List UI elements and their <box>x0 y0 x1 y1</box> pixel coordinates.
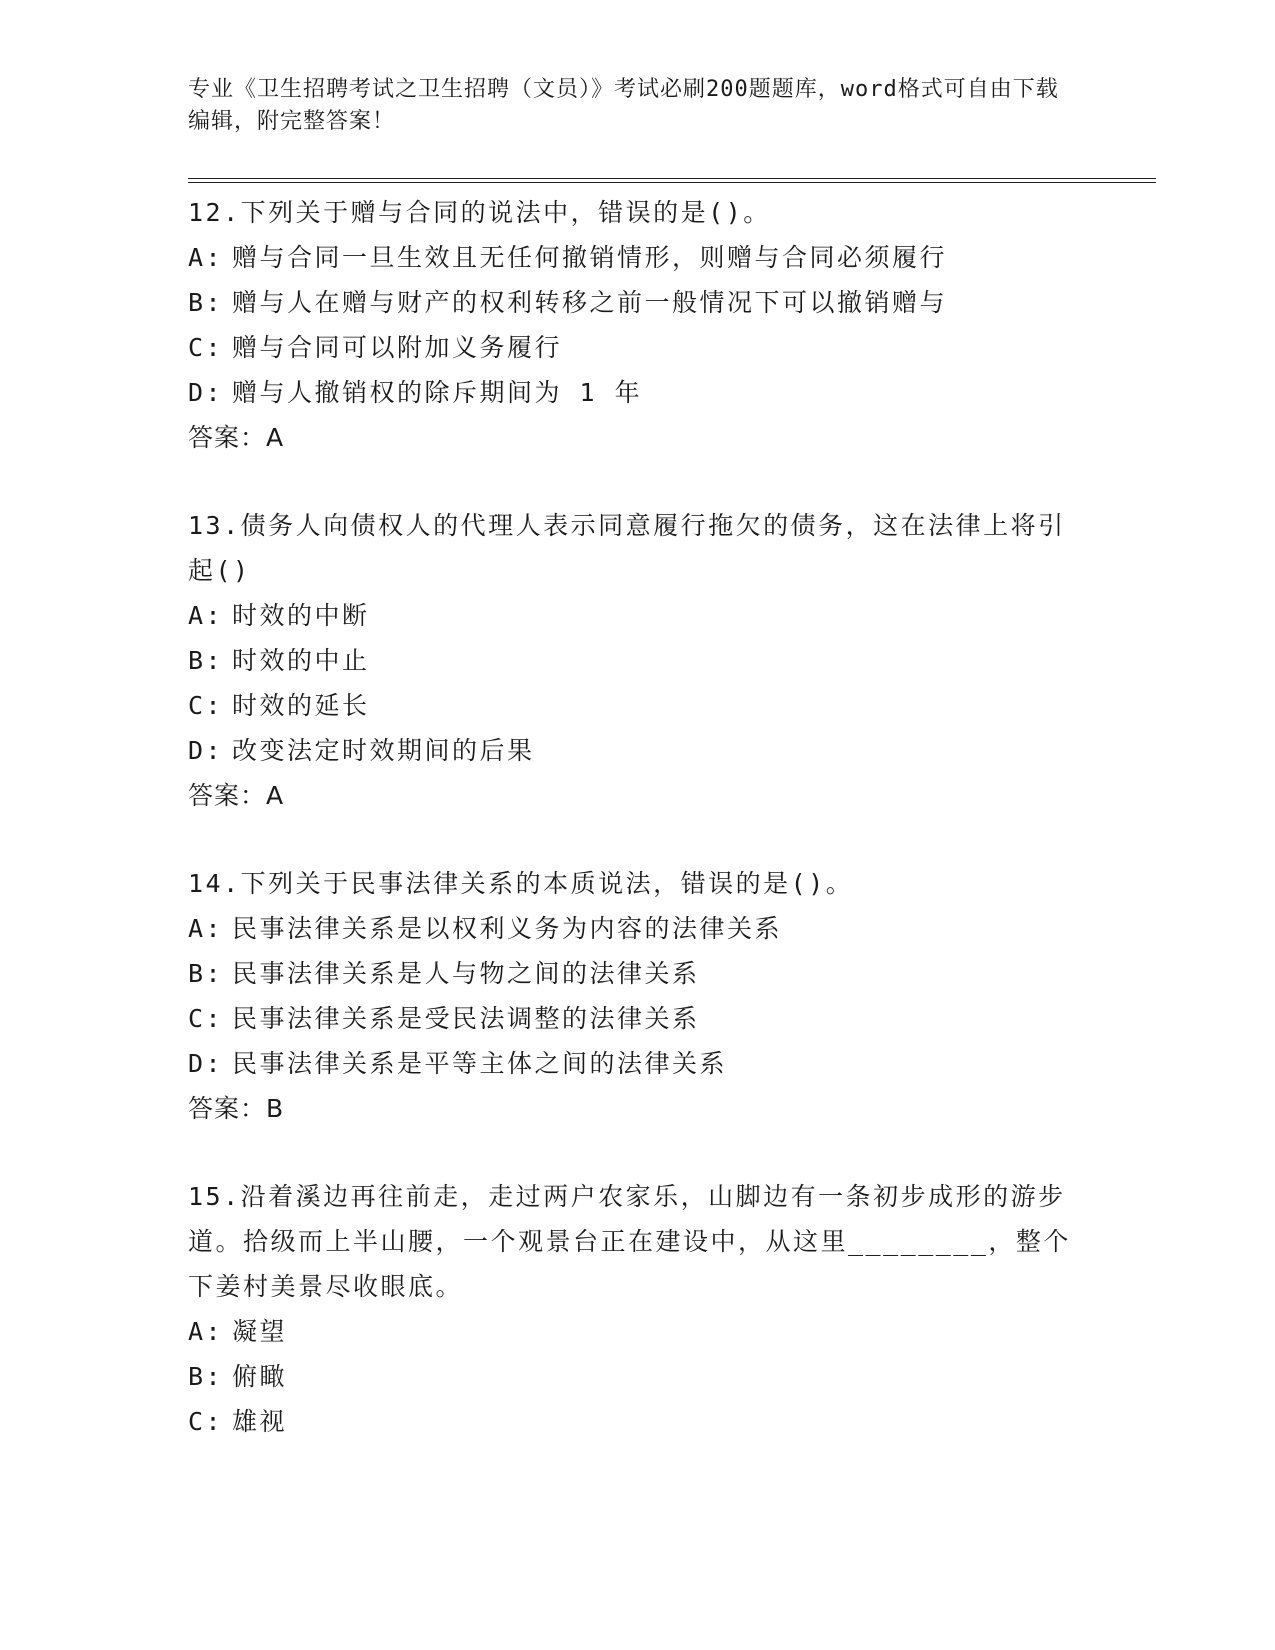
option-d <box>188 728 1088 773</box>
option-text: 改变法定时效期间的后果 <box>232 736 535 765</box>
option-text: 时效的中止 <box>232 646 370 675</box>
option-text: 民事法律关系是以权利义务为内容的法律关系 <box>232 914 783 943</box>
question-list <box>188 190 1088 1487</box>
option-key: D: <box>188 378 224 407</box>
option-b <box>188 951 1088 996</box>
answer-line: 答案：A <box>188 423 285 452</box>
question-14 <box>188 861 1088 1131</box>
header-divider <box>188 178 1156 183</box>
option-d <box>188 1041 1088 1086</box>
option-c <box>188 683 1088 728</box>
option-text: 凝望 <box>232 1317 288 1346</box>
option-text: 赠与合同一旦生效且无任何撤销情形，则赠与合同必须履行 <box>232 243 948 272</box>
option-key: A: <box>188 601 224 630</box>
option-b <box>188 280 1088 325</box>
question-12 <box>188 190 1088 460</box>
option-key: C: <box>188 1004 224 1033</box>
option-d <box>188 370 1088 415</box>
option-a <box>188 593 1088 638</box>
option-text: 民事法律关系是平等主体之间的法律关系 <box>232 1049 728 1078</box>
option-b <box>188 638 1088 683</box>
answer-line: 答案：A <box>188 781 285 810</box>
option-text: 民事法律关系是受民法调整的法律关系 <box>232 1004 700 1033</box>
option-c <box>188 325 1088 370</box>
option-key: B: <box>188 1362 224 1391</box>
option-key: B: <box>188 646 224 675</box>
option-text: 赠与人撤销权的除斥期间为 1 年 <box>232 378 643 407</box>
option-c <box>188 996 1088 1041</box>
option-key: A: <box>188 243 224 272</box>
option-key: B: <box>188 288 224 317</box>
option-key: C: <box>188 691 224 720</box>
option-text: 雄视 <box>232 1407 288 1436</box>
question-stem: 13.债务人向债权人的代理人表示同意履行拖欠的债务，这在法律上将引起() <box>188 511 1066 585</box>
option-b <box>188 1354 1088 1399</box>
question-stem: 15.沿着溪边再往前走，走过两户农家乐，山脚边有一条初步成形的游步道。拾级而上半山腰，一个观景台正在建设中，从这里________，整个下姜村美景尽收眼底。 <box>188 1182 1071 1301</box>
option-a <box>188 1309 1088 1354</box>
question-stem: 12.下列关于赠与合同的说法中，错误的是()。 <box>188 198 771 227</box>
option-text: 俯瞰 <box>232 1362 288 1391</box>
option-key: C: <box>188 1407 224 1436</box>
option-key: B: <box>188 959 224 988</box>
option-text: 赠与合同可以附加义务履行 <box>232 333 563 362</box>
option-key: A: <box>188 914 224 943</box>
option-key: A: <box>188 1317 224 1346</box>
option-key: D: <box>188 1049 224 1078</box>
question-stem: 14.下列关于民事法律关系的本质说法，错误的是()。 <box>188 869 854 898</box>
option-key: D: <box>188 736 224 765</box>
option-c <box>188 1399 1088 1444</box>
option-text: 时效的中断 <box>232 601 370 630</box>
option-text: 民事法律关系是人与物之间的法律关系 <box>232 959 700 988</box>
option-a <box>188 235 1088 280</box>
question-15 <box>188 1174 1088 1444</box>
option-a <box>188 906 1088 951</box>
option-key: C: <box>188 333 224 362</box>
option-text: 赠与人在赠与财产的权利转移之前一般情况下可以撤销赠与 <box>232 288 948 317</box>
option-text: 时效的延长 <box>232 691 370 720</box>
answer-line: 答案：B <box>188 1094 285 1123</box>
question-13 <box>188 503 1088 818</box>
document-header-text: 专业《卫生招聘考试之卫生招聘（文员）》考试必刷200题题库，word格式可自由下载编辑，附完整答案！ <box>188 77 1059 134</box>
